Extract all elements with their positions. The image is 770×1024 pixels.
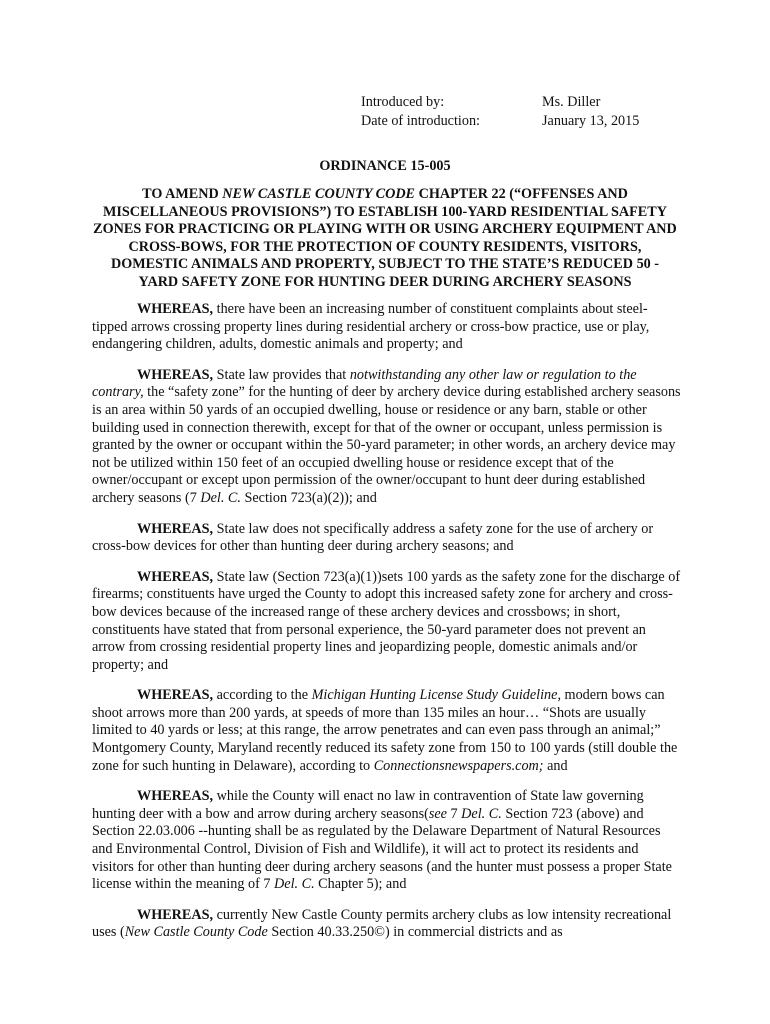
paragraph-text: while the County will enact no law in contravention of State law governing hunting deer with a bow and arrow during archery seasons(	[92, 788, 644, 822]
whereas-paragraph-2	[92, 367, 682, 508]
paragraph-text: Chapter 5); and	[314, 876, 407, 893]
whereas-label: WHEREAS,	[137, 301, 214, 317]
paragraph-text: State law (Section 723(a)(1))sets 100 yards as the safety zone for the discharge of firearms; constituents have urged the County to adopt this increased safety zone for archery and cross-bow devices because of the increased range of these archery devices and crossbows; in short, constituents have stated that from personal experience, the 50-yard parameter does not prevent an arrow from crossing residential property lines and jeopardizing people, domestic animals and/or property; and	[92, 568, 681, 673]
introduced-by-value: Ms. Diller	[542, 94, 601, 110]
whereas-paragraph-5	[92, 687, 682, 775]
paragraph-italic: notwithstanding any other law or regulation to the contrary,	[92, 366, 637, 401]
paragraph-text: modern bows can shoot arrows more than 200 yards, at speeds of more than 135 miles an hour… “Shots are usually limited to 40 yards or less; at this range, the arrow penetrates and can even pass through an animal;” Montgomery County, Maryland recently reduced its safety zone from 150 to 100 yards (still double the zone for such hunting in Delaware), according to	[92, 687, 678, 774]
paragraph-text: currently New Castle County permits archery clubs as low intensity recreational uses (	[92, 906, 672, 941]
paragraph-italic: Del. C.	[274, 876, 315, 893]
whereas-label: WHEREAS,	[137, 906, 214, 923]
paragraph-italic: Del. C.	[200, 489, 241, 506]
date-row	[361, 112, 639, 131]
paragraph-text: Section 723(a)(2)); and	[240, 489, 377, 506]
document-body	[92, 301, 682, 955]
paragraph-text: State law does not specifically address a safety zone for the use of archery or cross-bow devices for other than hunting deer during archery seasons; and	[92, 520, 654, 555]
introduced-by-row	[361, 93, 639, 112]
introduced-by-label: Introduced by:	[361, 94, 445, 110]
paragraph-italic: Connectionsnewspapers.com;	[373, 757, 544, 774]
date-value: January 13, 2015	[542, 112, 640, 129]
whereas-label: WHEREAS,	[137, 687, 214, 704]
introduction-block	[361, 93, 639, 130]
whereas-label: WHEREAS,	[137, 568, 214, 585]
whereas-label: WHEREAS,	[137, 366, 214, 383]
date-label: Date of introduction:	[361, 112, 480, 129]
caption-part3: CHAPTER 22 (“OFFENSES AND MISCELLANEOUS PROVISIONS”) TO ESTABLISH 100-YARD RESIDENTIAL SAFETY ZONES FOR PRACTICING OR PLAYING WITH OR USING ARCHERY EQUIPMENT AND CROSS-BOWS, FOR THE PROTECTION OF COUNTY RESIDENTS, VISITORS, DOMESTIC ANIMALS AND PROPERTY, SUBJECT TO THE STATE’S REDUCED 50 - YARD SAFETY ZONE FOR HUNTING DEER DURING ARCHERY SEASONS	[93, 186, 677, 290]
ordinance-caption	[90, 186, 680, 292]
paragraph-text: 7	[446, 805, 462, 822]
caption-part1: TO AMEND	[142, 186, 223, 202]
paragraph-text: Section 40.33.250©) in commercial districts and as	[267, 924, 563, 941]
paragraph-italic: see	[428, 805, 447, 822]
paragraph-italic: New Castle County Code	[124, 924, 268, 941]
paragraph-italic: Michigan Hunting License Study Guideline,	[311, 687, 561, 704]
whereas-paragraph-3	[92, 521, 682, 556]
ordinance-number: ORDINANCE 15-005	[319, 158, 451, 174]
whereas-paragraph-6	[92, 788, 682, 894]
paragraph-text: there have been an increasing number of constituent complaints about steel-tipped arrows crossing property lines during residential archery or cross-bow practice, use or play, endangering children, adults, domestic animals and property; and	[92, 301, 650, 353]
whereas-paragraph-7	[92, 907, 682, 942]
whereas-label: WHEREAS,	[137, 520, 214, 537]
whereas-label: WHEREAS,	[137, 788, 214, 805]
whereas-paragraph-4	[92, 569, 682, 675]
paragraph-text: according to the	[213, 687, 312, 704]
paragraph-italic: Del. C.	[461, 805, 502, 822]
paragraph-text: and	[543, 757, 568, 774]
paragraph-text: State law provides that	[213, 366, 350, 383]
whereas-paragraph-1	[92, 301, 682, 354]
paragraph-text: Section 723 (above) and Section 22.03.006 --hunting shall be as regulated by the Delaware Department of Natural Resources and Environmental Control, Division of Fish and Wildlife), it will act to protect its residents and visitors for other than hunting deer during archery seasons (and the hunter must possess a proper State license within the meaning of 7	[92, 805, 672, 893]
caption-code-name: NEW CASTLE COUNTY CODE	[222, 186, 416, 202]
paragraph-text: the “safety zone” for the hunting of deer by archery device during established archery seasons is an area within 50 yards of an occupied dwelling, house or residence or any barn, stable or other building used in connection therewith, except for that of the owner or occupant, unless permission is granted by the owner or occupant within the 50-yard parameter; in other words, an archery device may not be utilized within 150 feet of an occupied dwelling house or residence except that of the owner/occupant or except upon permission of the owner/occupant to hunt deer during established archery seasons (7	[92, 384, 681, 506]
